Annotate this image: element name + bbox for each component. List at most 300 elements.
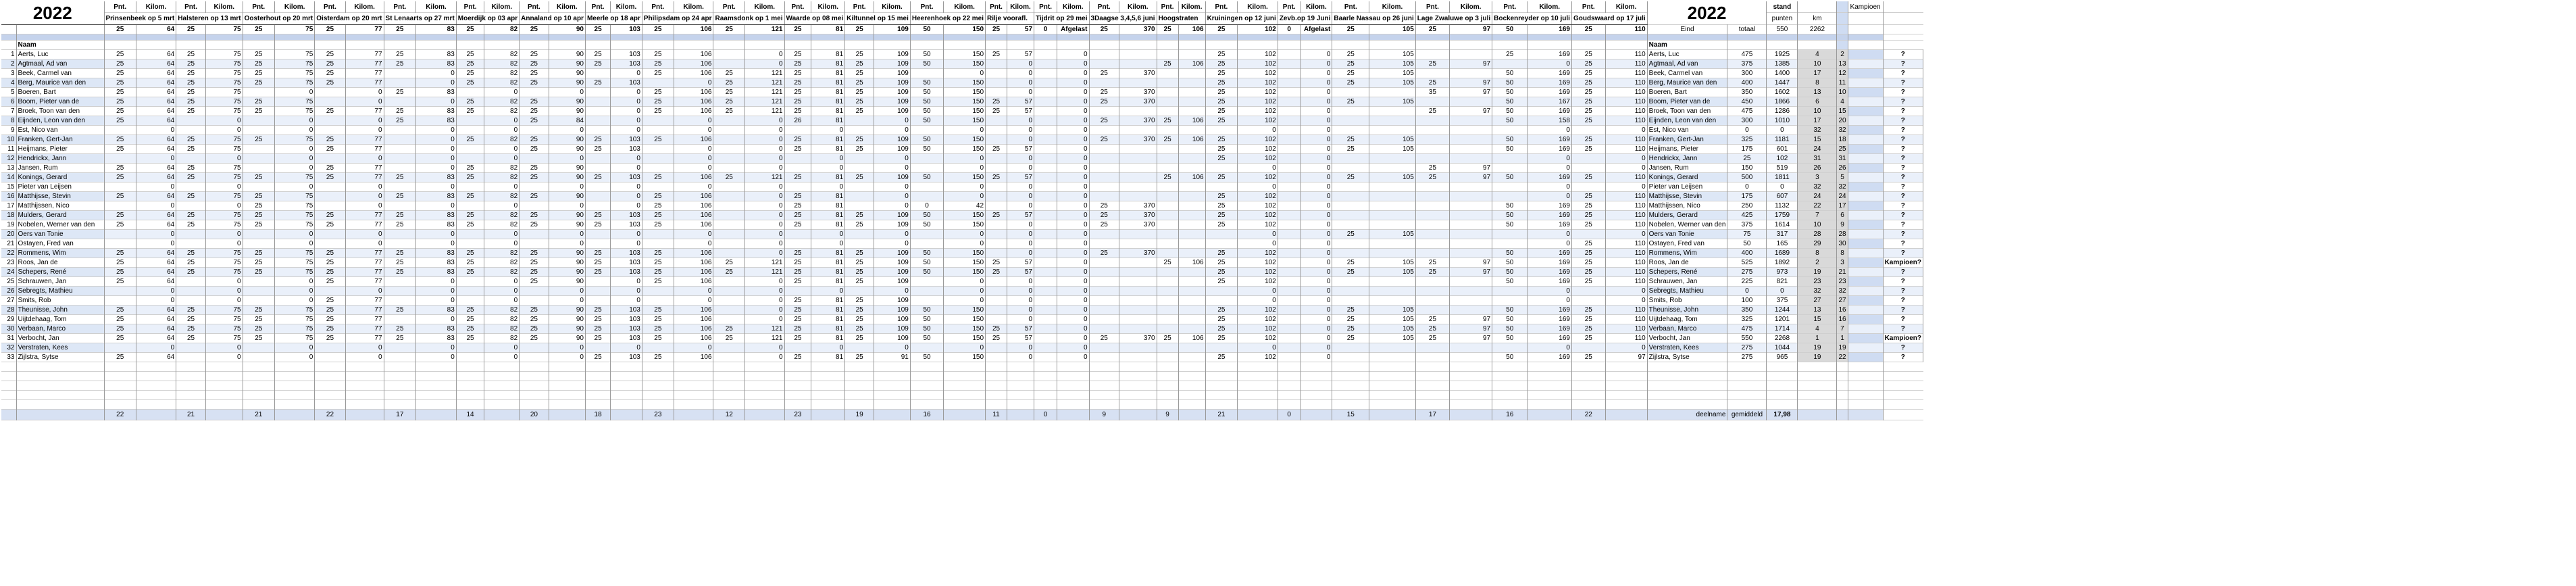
event-km-value[interactable]: 90 [549, 25, 585, 34]
cell-pnt[interactable] [384, 315, 416, 324]
cell-pnt[interactable] [1157, 201, 1178, 211]
cell-km[interactable]: 106 [674, 97, 713, 107]
empty-cell[interactable] [1727, 381, 1767, 391]
cell-pnt[interactable]: 25 [1571, 135, 1605, 145]
rider-name-right[interactable]: Hendrickx, Jann [1647, 154, 1727, 164]
cell-km[interactable] [1119, 126, 1157, 135]
eind-value[interactable]: 475 [1727, 107, 1767, 116]
cell-km[interactable]: 102 [1238, 116, 1278, 126]
empty-cell[interactable] [104, 391, 136, 400]
event-km-label[interactable]: Kilom. [1057, 1, 1089, 13]
cell-pnt[interactable] [1332, 201, 1369, 211]
cell-km[interactable]: 0 [484, 343, 520, 353]
cell-km[interactable]: 0 [1527, 296, 1571, 306]
deelnemers-count[interactable]: 20 [520, 410, 549, 420]
cell-km[interactable]: 77 [345, 334, 384, 343]
event-km-label[interactable]: Kilom. [1527, 1, 1571, 13]
deelnemers-count[interactable]: 16 [1492, 410, 1527, 420]
cell-pnt[interactable]: 25 [784, 69, 811, 78]
empty-cell[interactable] [456, 381, 484, 391]
foot-empty[interactable] [1369, 410, 1416, 420]
event-pnt-label[interactable]: Pnt. [910, 1, 943, 13]
stand-punten[interactable]: 19 [1798, 268, 1837, 277]
cell-pnt[interactable] [243, 239, 274, 249]
cell-pnt[interactable] [176, 201, 206, 211]
empty-cell[interactable] [1205, 362, 1238, 372]
cell-km[interactable]: 0 [1057, 50, 1089, 59]
empty[interactable] [1119, 41, 1157, 50]
cell-km[interactable]: 121 [745, 324, 784, 334]
deelnemers-count[interactable]: 17 [384, 410, 416, 420]
cell-pnt[interactable]: 25 [1157, 116, 1178, 126]
foot-empty[interactable] [674, 410, 713, 420]
empty-cell[interactable] [986, 400, 1007, 410]
empty-cell[interactable] [1837, 372, 1848, 381]
cell-km[interactable]: 0 [1007, 182, 1034, 192]
cell-km[interactable]: 110 [1605, 69, 1647, 78]
totaal-value[interactable]: 607 [1767, 192, 1798, 201]
empty-cell[interactable] [1415, 400, 1449, 410]
row-number[interactable]: 13 [1, 164, 16, 173]
event-km-value[interactable]: 169 [1527, 25, 1571, 34]
cell-pnt[interactable] [986, 353, 1007, 362]
cell-pnt[interactable] [986, 154, 1007, 164]
cell-pnt[interactable]: 25 [384, 258, 416, 268]
cell-km[interactable]: 64 [136, 249, 176, 258]
cell-pnt[interactable] [1415, 230, 1449, 239]
cell-pnt[interactable]: 25 [642, 173, 674, 182]
empty-cell[interactable] [784, 372, 811, 381]
cell-km[interactable]: 82 [484, 268, 520, 277]
cell-km[interactable]: 150 [944, 353, 986, 362]
cell-km[interactable]: 102 [1238, 268, 1278, 277]
cell-pnt[interactable]: 25 [384, 249, 416, 258]
stand-km[interactable]: 27 [1837, 296, 1848, 306]
cell-km[interactable]: 0 [1605, 343, 1647, 353]
spacer[interactable] [1848, 154, 1883, 164]
kampioen-value[interactable]: ? [1883, 164, 1923, 173]
eind-value[interactable]: 250 [1727, 201, 1767, 211]
cell-km[interactable]: 0 [345, 201, 384, 211]
empty-cell[interactable] [176, 362, 206, 372]
foot-empty[interactable] [1527, 410, 1571, 420]
cell-km[interactable]: 0 [611, 239, 642, 249]
empty[interactable] [845, 41, 874, 50]
cell-km[interactable] [1450, 296, 1492, 306]
cell-pnt[interactable]: 0 [910, 201, 943, 211]
empty-cell[interactable] [910, 400, 943, 410]
empty-cell[interactable] [1369, 372, 1416, 381]
rider-name-right[interactable]: Konings, Gerard [1647, 173, 1727, 182]
cell-pnt[interactable]: 25 [784, 59, 811, 69]
cell-pnt[interactable] [845, 201, 874, 211]
cell-km[interactable]: 0 [1527, 154, 1571, 164]
cell-pnt[interactable] [1278, 277, 1300, 287]
event-km-label[interactable]: Kilom. [745, 1, 784, 13]
cell-km[interactable] [1178, 88, 1205, 97]
max-km[interactable]: 2262 [1798, 25, 1837, 34]
cell-pnt[interactable]: 25 [845, 258, 874, 268]
rider-name[interactable]: Matthijsse, Stevin [16, 192, 104, 201]
cell-pnt[interactable] [1157, 211, 1178, 220]
cell-km[interactable] [1119, 192, 1157, 201]
empty-cell[interactable] [549, 400, 585, 410]
cell-pnt[interactable]: 25 [986, 211, 1007, 220]
cell-pnt[interactable] [1415, 220, 1449, 230]
empty-cell[interactable] [944, 400, 986, 410]
cell-pnt[interactable] [1492, 230, 1527, 239]
cell-km[interactable]: 64 [136, 258, 176, 268]
eind-value[interactable]: 475 [1727, 324, 1767, 334]
cell-km[interactable] [1119, 324, 1157, 334]
cell-pnt[interactable] [1205, 182, 1238, 192]
cell-pnt[interactable]: 25 [176, 268, 206, 277]
cell-pnt[interactable]: 25 [1089, 249, 1119, 258]
cell-km[interactable]: 0 [874, 126, 911, 135]
cell-km[interactable]: 0 [1300, 334, 1332, 343]
stand-punten[interactable]: 15 [1798, 315, 1837, 324]
cell-pnt[interactable]: 25 [845, 107, 874, 116]
cell-km[interactable]: 0 [549, 343, 585, 353]
cell-pnt[interactable] [1278, 258, 1300, 268]
naam-label[interactable]: Naam [16, 41, 104, 50]
cell-pnt[interactable] [243, 277, 274, 287]
separator-cell[interactable] [1837, 34, 1848, 41]
cell-km[interactable]: 75 [274, 59, 314, 69]
empty-cell[interactable] [104, 400, 136, 410]
empty[interactable] [1034, 41, 1057, 50]
event-km-value[interactable]: 109 [874, 25, 911, 34]
foot-empty[interactable] [1057, 410, 1089, 420]
cell-km[interactable]: 370 [1119, 116, 1157, 126]
totaal-value[interactable]: 821 [1767, 277, 1798, 287]
cell-km[interactable]: 0 [1007, 296, 1034, 306]
cell-pnt[interactable] [1034, 343, 1057, 353]
cell-pnt[interactable] [1034, 173, 1057, 182]
stand-km[interactable]: 32 [1837, 182, 1848, 192]
empty-cell[interactable] [944, 381, 986, 391]
empty-cell[interactable] [1057, 400, 1089, 410]
row-number[interactable]: 28 [1, 306, 16, 315]
cell-pnt[interactable] [986, 277, 1007, 287]
kampioen-value[interactable]: ? [1883, 182, 1923, 192]
cell-km[interactable]: 0 [345, 126, 384, 135]
empty-cell[interactable] [243, 391, 274, 400]
cell-pnt[interactable]: 25 [1205, 78, 1238, 88]
cell-km[interactable]: 0 [874, 239, 911, 249]
cell-pnt[interactable] [713, 220, 745, 230]
cell-pnt[interactable] [456, 287, 484, 296]
stand-punten[interactable]: 29 [1798, 239, 1837, 249]
empty-cell[interactable] [713, 362, 745, 372]
cell-pnt[interactable] [1034, 154, 1057, 164]
cell-pnt[interactable] [1089, 230, 1119, 239]
cell-km[interactable]: 75 [205, 59, 243, 69]
cell-pnt[interactable]: 25 [784, 324, 811, 334]
cell-pnt[interactable] [520, 182, 549, 192]
cell-pnt[interactable]: 25 [456, 50, 484, 59]
stand-km[interactable]: 8 [1837, 249, 1848, 258]
cell-km[interactable]: 106 [674, 50, 713, 59]
cell-pnt[interactable]: 25 [456, 107, 484, 116]
cell-pnt[interactable]: 25 [315, 277, 345, 287]
cell-km[interactable]: 0 [1300, 258, 1332, 268]
empty-cell[interactable] [384, 381, 416, 391]
cell-km[interactable]: 90 [549, 69, 585, 78]
cell-km[interactable]: 0 [1057, 164, 1089, 173]
cell-pnt[interactable]: 25 [585, 173, 610, 182]
empty-cell[interactable] [520, 381, 549, 391]
cell-km[interactable]: 102 [1238, 88, 1278, 97]
event-pnt-value[interactable]: 25 [1157, 25, 1178, 34]
rider-name-right[interactable]: Matthijsse, Stevin [1647, 192, 1727, 201]
totaal-value[interactable]: 102 [1767, 154, 1798, 164]
cell-pnt[interactable]: 25 [642, 306, 674, 315]
stand-km[interactable]: 24 [1837, 192, 1848, 201]
cell-km[interactable]: 77 [345, 135, 384, 145]
cell-km[interactable]: 0 [1300, 268, 1332, 277]
cell-pnt[interactable]: 25 [1205, 59, 1238, 69]
cell-pnt[interactable]: 25 [315, 173, 345, 182]
cell-km[interactable]: 97 [1450, 107, 1492, 116]
rider-name-right[interactable]: Roos, Jan de [1647, 258, 1727, 268]
cell-pnt[interactable]: 25 [384, 173, 416, 182]
event-km-label[interactable]: Kilom. [674, 1, 713, 13]
spacer[interactable] [1848, 59, 1883, 69]
cell-km[interactable]: 0 [745, 249, 784, 258]
cell-pnt[interactable] [1034, 78, 1057, 88]
cell-pnt[interactable] [1278, 78, 1300, 88]
cell-km[interactable]: 0 [1057, 126, 1089, 135]
cell-pnt[interactable] [1415, 145, 1449, 154]
cell-km[interactable]: 110 [1605, 277, 1647, 287]
event-km-value[interactable]: 64 [136, 25, 176, 34]
cell-pnt[interactable] [176, 353, 206, 362]
kampioen-value[interactable]: ? [1883, 315, 1923, 324]
event-pnt-label[interactable]: Pnt. [986, 1, 1007, 13]
cell-pnt[interactable] [1034, 145, 1057, 154]
cell-pnt[interactable]: 25 [1205, 334, 1238, 343]
empty-cell[interactable] [642, 362, 674, 372]
cell-pnt[interactable] [1278, 116, 1300, 126]
spacer[interactable] [1848, 116, 1883, 126]
rider-name[interactable]: Broek, Toon van den [16, 107, 104, 116]
cell-pnt[interactable]: 25 [1571, 277, 1605, 287]
cell-pnt[interactable]: 25 [845, 296, 874, 306]
cell-km[interactable]: 77 [345, 220, 384, 230]
empty-cell[interactable] [784, 381, 811, 391]
cell-km[interactable]: 57 [1007, 97, 1034, 107]
cell-km[interactable]: 0 [1300, 182, 1332, 192]
cell-pnt[interactable] [910, 287, 943, 296]
cell-km[interactable]: 121 [745, 78, 784, 88]
cell-km[interactable]: 0 [674, 78, 713, 88]
cell-km[interactable]: 0 [1057, 220, 1089, 230]
cell-pnt[interactable] [456, 116, 484, 126]
eind-value[interactable]: 275 [1727, 353, 1767, 362]
cell-km[interactable]: 0 [1007, 154, 1034, 164]
rider-name-right[interactable]: Boeren, Bart [1647, 88, 1727, 97]
stand-punten[interactable]: 13 [1798, 88, 1837, 97]
cell-km[interactable]: 75 [274, 201, 314, 211]
cell-km[interactable]: 106 [674, 107, 713, 116]
cell-km[interactable]: 0 [1300, 324, 1332, 334]
cell-pnt[interactable] [910, 230, 943, 239]
cell-km[interactable]: 105 [1369, 135, 1416, 145]
cell-km[interactable]: 150 [944, 220, 986, 230]
cell-pnt[interactable] [1415, 353, 1449, 362]
cell-pnt[interactable] [986, 116, 1007, 126]
cell-pnt[interactable] [1571, 296, 1605, 306]
event-pnt-value[interactable]: 0 [1034, 25, 1057, 34]
cell-km[interactable]: 0 [1300, 296, 1332, 306]
event-pnt-label[interactable]: Pnt. [1157, 1, 1178, 13]
cell-km[interactable]: 109 [874, 59, 911, 69]
cell-km[interactable]: 0 [674, 154, 713, 164]
cell-km[interactable]: 91 [874, 353, 911, 362]
rider-name-right[interactable]: Oers van Tonie [1647, 230, 1727, 239]
empty[interactable] [874, 41, 911, 50]
event-name-5[interactable]: St Lenaarts op 27 mrt [384, 13, 456, 25]
event-pnt-value[interactable]: 25 [845, 25, 874, 34]
eind-value[interactable]: 350 [1727, 306, 1767, 315]
cell-pnt[interactable] [1332, 249, 1369, 258]
empty-cell[interactable] [484, 372, 520, 381]
empty-cell[interactable] [416, 372, 457, 381]
cell-pnt[interactable]: 25 [845, 59, 874, 69]
cell-pnt[interactable]: 25 [784, 78, 811, 88]
cell-km[interactable]: 97 [1450, 268, 1492, 277]
empty-cell[interactable] [1278, 400, 1300, 410]
cell-km[interactable]: 106 [674, 211, 713, 220]
cell-km[interactable]: 0 [1605, 126, 1647, 135]
event-km-label[interactable]: Kilom. [1450, 1, 1492, 13]
cell-pnt[interactable]: 25 [315, 334, 345, 343]
cell-km[interactable]: 110 [1605, 220, 1647, 230]
cell-km[interactable]: 102 [1238, 211, 1278, 220]
cell-pnt[interactable] [1492, 182, 1527, 192]
cell-pnt[interactable] [1332, 88, 1369, 97]
cell-pnt[interactable] [384, 145, 416, 154]
cell-pnt[interactable] [1089, 353, 1119, 362]
cell-pnt[interactable] [1089, 78, 1119, 88]
stand-label[interactable]: stand [1767, 1, 1798, 13]
cell-km[interactable]: 82 [484, 211, 520, 220]
cell-km[interactable]: 75 [205, 315, 243, 324]
cell-pnt[interactable] [585, 154, 610, 164]
cell-km[interactable]: 75 [274, 324, 314, 334]
cell-pnt[interactable]: 25 [104, 116, 136, 126]
cell-km[interactable]: 0 [944, 164, 986, 173]
cell-km[interactable] [1450, 135, 1492, 145]
cell-pnt[interactable]: 25 [1205, 135, 1238, 145]
cell-km[interactable]: 110 [1605, 334, 1647, 343]
cell-pnt[interactable] [1089, 107, 1119, 116]
empty-cell[interactable] [1178, 362, 1205, 372]
stand-km[interactable]: 1 [1837, 334, 1848, 343]
empty-cell[interactable] [345, 391, 384, 400]
cell-pnt[interactable]: 25 [520, 277, 549, 287]
corner[interactable] [1, 25, 16, 34]
cell-pnt[interactable] [384, 97, 416, 107]
cell-pnt[interactable]: 25 [176, 258, 206, 268]
cell-pnt[interactable]: 25 [845, 88, 874, 97]
event-pnt-value[interactable]: 25 [1332, 25, 1369, 34]
cell-pnt[interactable]: 25 [1415, 258, 1449, 268]
cell-pnt[interactable] [585, 69, 610, 78]
cell-km[interactable]: 150 [944, 78, 986, 88]
event-km-label[interactable]: Kilom. [944, 1, 986, 13]
empty[interactable] [1767, 41, 1798, 50]
cell-pnt[interactable] [315, 116, 345, 126]
row-number[interactable]: 7 [1, 107, 16, 116]
cell-pnt[interactable] [1089, 59, 1119, 69]
cell-pnt[interactable]: 25 [456, 97, 484, 107]
separator-cell[interactable] [811, 34, 845, 41]
event-pnt-label[interactable]: Pnt. [784, 1, 811, 13]
cell-km[interactable] [1369, 277, 1416, 287]
cell-km[interactable]: 0 [611, 287, 642, 296]
separator-cell[interactable] [384, 34, 416, 41]
cell-pnt[interactable] [986, 287, 1007, 296]
cell-km[interactable]: 370 [1119, 220, 1157, 230]
cell-km[interactable] [1450, 287, 1492, 296]
row-number[interactable]: 11 [1, 145, 16, 154]
cell-pnt[interactable] [1492, 239, 1527, 249]
cell-km[interactable]: 0 [1300, 50, 1332, 59]
empty-cell[interactable] [1238, 372, 1278, 381]
cell-pnt[interactable]: 25 [845, 268, 874, 277]
cell-km[interactable]: 102 [1238, 154, 1278, 164]
cell-pnt[interactable]: 25 [713, 334, 745, 343]
cell-km[interactable]: 0 [1057, 268, 1089, 277]
stand-punten[interactable]: 26 [1798, 164, 1837, 173]
empty-cell[interactable] [811, 391, 845, 400]
empty-cell[interactable] [549, 362, 585, 372]
cell-km[interactable]: 169 [1527, 220, 1571, 230]
cell-pnt[interactable]: 25 [986, 107, 1007, 116]
cell-pnt[interactable]: 25 [104, 145, 136, 154]
event-name-2[interactable]: Halsteren op 13 mrt [176, 13, 243, 25]
empty-cell[interactable] [745, 372, 784, 381]
cell-pnt[interactable] [1205, 287, 1238, 296]
row-number[interactable]: 3 [1, 69, 16, 78]
cell-km[interactable]: 0 [274, 353, 314, 362]
empty-cell[interactable] [1034, 372, 1057, 381]
cell-pnt[interactable] [585, 277, 610, 287]
empty[interactable] [1848, 41, 1883, 50]
cell-pnt[interactable] [1278, 50, 1300, 59]
foot-empty[interactable] [1, 410, 16, 420]
cell-km[interactable]: 106 [674, 69, 713, 78]
cell-pnt[interactable] [845, 230, 874, 239]
cell-km[interactable]: 0 [484, 182, 520, 192]
cell-km[interactable]: 81 [811, 145, 845, 154]
cell-pnt[interactable] [1157, 78, 1178, 88]
empty-cell[interactable] [845, 391, 874, 400]
cell-km[interactable]: 109 [874, 258, 911, 268]
kampioen-value[interactable]: ? [1883, 78, 1923, 88]
spacer[interactable] [1848, 230, 1883, 239]
event-name-16[interactable]: 3Daagse 3,4,5,6 juni [1089, 13, 1157, 25]
empty-cell[interactable] [16, 362, 104, 372]
event-pnt-label[interactable]: Pnt. [1034, 1, 1057, 13]
cell-pnt[interactable]: 25 [456, 59, 484, 69]
cell-km[interactable]: 81 [811, 135, 845, 145]
cell-pnt[interactable]: 25 [176, 315, 206, 324]
empty-cell[interactable] [1492, 362, 1527, 372]
cell-km[interactable]: 0 [745, 277, 784, 287]
